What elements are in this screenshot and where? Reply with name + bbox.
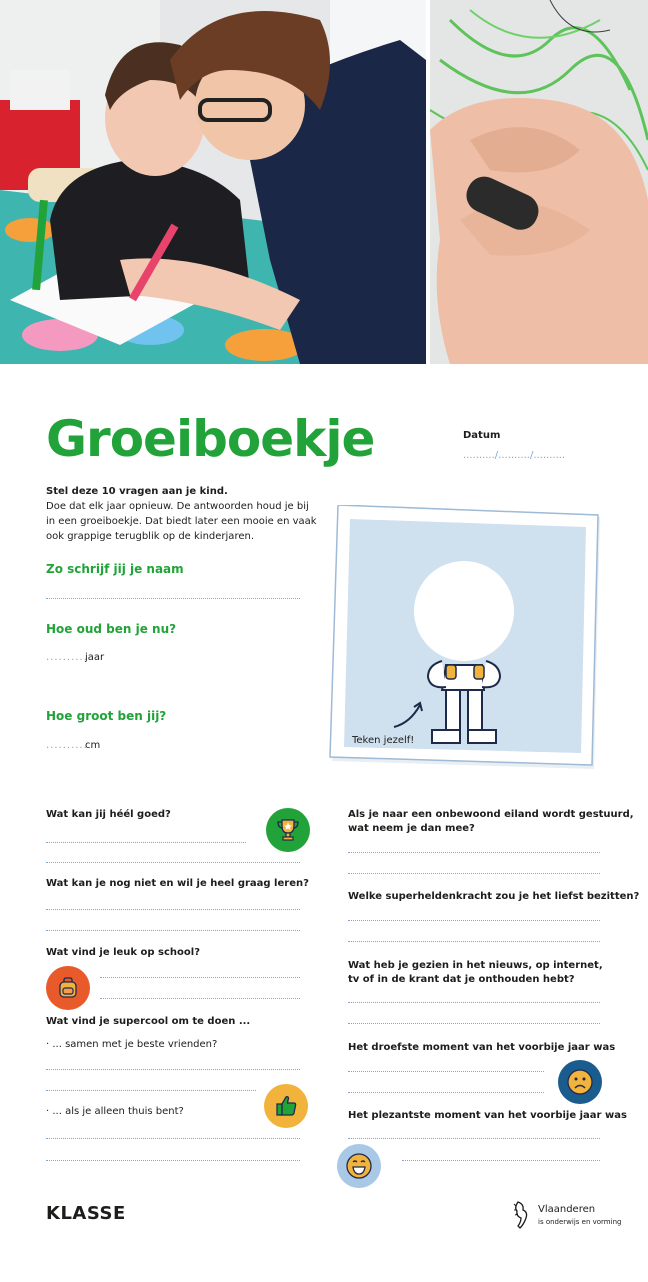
question-good-at: Wat kan jij héél goed? [46,809,171,820]
backpack-icon [46,966,90,1010]
photo-hand-with-marker [430,0,648,364]
answer-line[interactable] [46,842,246,843]
answer-line[interactable] [100,977,300,978]
height-field[interactable]: .......... [46,740,88,751]
page-title: Groeiboekje [46,410,375,468]
age-question: Hoe oud ben je nu? [46,622,177,636]
question-school: Wat vind je leuk op school? [46,947,201,958]
thumbs-up-icon [264,1084,308,1128]
height-question: Hoe groot ben jij? [46,709,167,723]
name-answer-line[interactable] [46,598,300,599]
answer-line[interactable] [46,1090,256,1091]
answer-line[interactable] [348,941,600,942]
answer-line[interactable] [348,1023,600,1024]
drawing-frame[interactable] [328,505,602,771]
happy-face-icon [337,1144,381,1188]
question-news-line-1: Wat heb je gezien in het nieuws, op internet, [348,960,603,971]
sad-face-icon [558,1060,602,1104]
answer-line[interactable] [348,1138,600,1139]
answer-line[interactable] [348,1092,544,1093]
question-super-cool: Wat vind je supercool om te doen ... [46,1016,251,1027]
intro-line-1: Doe dat elk jaar opnieuw. De antwoorden houd je bij [46,501,309,512]
question-with-friends: · ... samen met je beste vrienden? [46,1039,218,1050]
trophy-icon [266,808,310,852]
answer-line[interactable] [46,909,300,910]
klasse-logo: KLASSE [46,1203,126,1224]
answer-line[interactable] [46,1138,300,1139]
answer-line[interactable] [46,930,300,931]
answer-line[interactable] [348,1002,600,1003]
answer-line[interactable] [348,852,600,853]
question-island-line-1: Als je naar een onbewoond eiland wordt gestuurd, [348,809,634,820]
answer-line[interactable] [402,1160,600,1161]
question-alone-at-home: · ... als je alleen thuis bent? [46,1106,184,1117]
self-portrait-frame [328,505,602,771]
question-island-line-2: wat neem je dan mee? [348,823,475,834]
question-news-line-2: tv of in de krant dat je onthouden hebt? [348,974,575,985]
vlaanderen-name: Vlaanderen [538,1204,596,1215]
name-question: Zo schrijf jij je naam [46,562,184,576]
question-saddest-moment: Het droefste moment van het voorbije jaar was [348,1042,616,1053]
date-label: Datum [463,430,501,441]
intro-line-3: ook grappige terugblik op de kinderjaren. [46,531,254,542]
age-field[interactable]: .......... [46,652,88,663]
age-unit: jaar [85,652,105,663]
question-want-to-learn: Wat kan je nog niet en wil je heel graag leren? [46,878,309,889]
answer-line[interactable] [46,1160,300,1161]
answer-line[interactable] [348,920,600,921]
question-superpower: Welke superheldenkracht zou je het liefst bezitten? [348,891,640,902]
draw-yourself-label: Teken jezelf! [352,735,415,746]
date-field[interactable]: ........../........../.......... [463,450,566,461]
answer-line[interactable] [46,862,300,863]
vlaanderen-subtitle: is onderwijs en vorming [538,1218,622,1226]
answer-line[interactable] [100,998,300,999]
intro-bold: Stel deze 10 vragen aan je kind. [46,486,228,497]
photo-illustration [0,0,426,364]
photo-parent-child-drawing [0,0,426,364]
photo-closeup-illustration [430,0,648,364]
answer-line[interactable] [348,873,600,874]
height-unit: cm [85,740,101,751]
question-funniest-moment: Het plezantste moment van het voorbije jaar was [348,1110,627,1121]
answer-line[interactable] [348,1071,544,1072]
answer-line[interactable] [46,1069,300,1070]
vlaanderen-lion-icon [512,1200,532,1230]
intro-line-2: in een groeiboekje. Dat biedt later een mooie en vaak [46,516,317,527]
